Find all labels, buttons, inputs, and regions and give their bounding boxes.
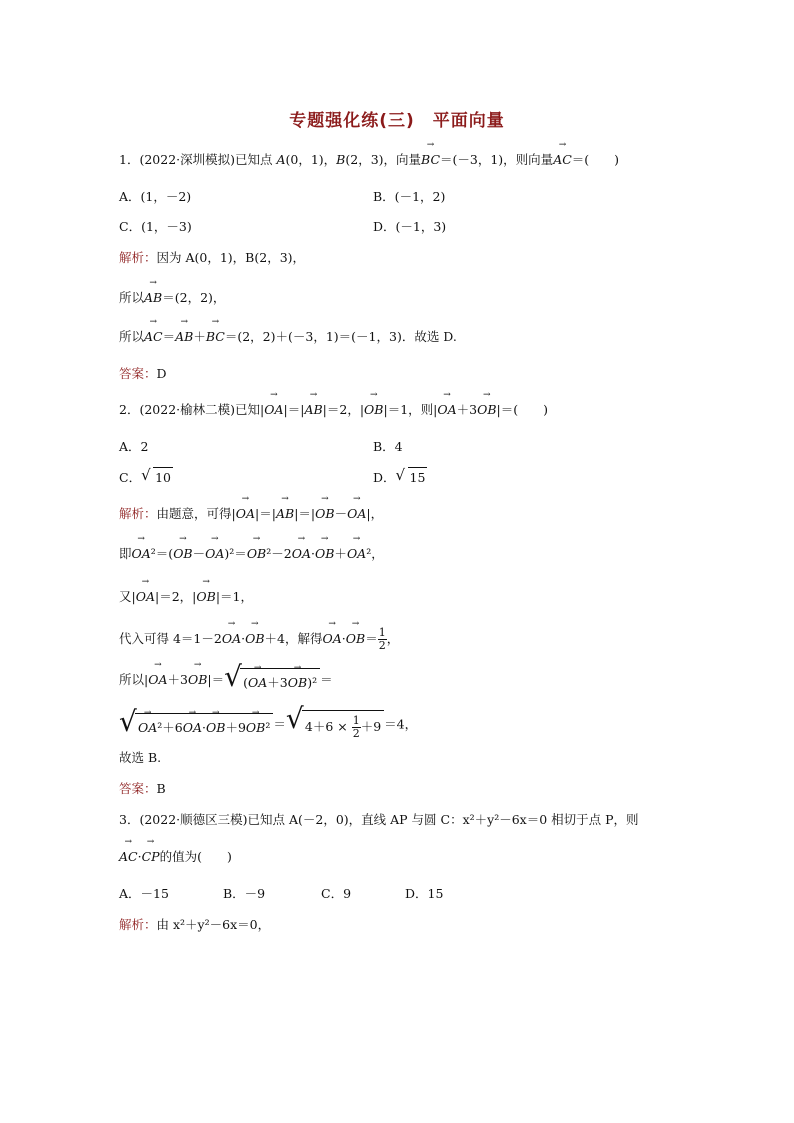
question-1-answer: 答案：D [119,366,167,381]
question-1-options-row2 [119,217,447,237]
question-3-stem-line1: 3．(2022·顺德区三模)已知点 A(－2，0)，直线 AP 与圆 C：x²＋y²－6x＝0 相切于点 P，则 [119,812,639,827]
option-b: B．－9 [223,886,266,901]
option-c: C．(1，－3) [119,219,192,234]
option-a: A．－15 [119,886,169,901]
question-1-solution-line1: 解析：因为 A(0，1)，B(2，3)， [119,250,306,265]
question-2-solution-line5: 所以|→ OA＋3→ OB|＝√ (→ OA＋3→ OB)² ＝ [119,668,333,693]
question-2-stem: 2．(2022·榆林二模)已知|→ OA|＝|→ AB|＝2，|→ OB|＝1，则|→ OA＋3→ OB|＝( ) [119,400,548,420]
option-d: D．(－1，3) [373,219,447,234]
question-1-stem: 1．(2022·深圳模拟)已知点 A(0，1)，B(2，3)，向量→ BC＝(－3，1)，则向量→ AC＝( ) [119,150,619,170]
question-2-options-row2 [119,467,426,488]
option-c: C．√ 10 [119,470,173,485]
question-2-solution-line7: 故选 B. [119,750,162,765]
option-d: D．√ 15 [373,467,427,488]
option-a: A．(1，－2) [119,189,192,204]
question-2-solution-line1: 解析：由题意，可得|→ OA|＝|→ AB|＝|→ OB－→ OA|， [119,504,383,524]
question-1-solution-line2: 所以→ AB＝(2，2)， [119,288,225,308]
option-b: B．(－1，2) [373,189,446,204]
question-1-options-row1 [119,187,446,207]
option-a: A．2 [119,439,149,454]
question-3-solution-line1: 解析：由 x²＋y²－6x＝0， [119,917,271,932]
question-2-solution-line2: 即→ OA²＝(→ OB－→ OA)²＝→ OB²－2→ OA·→ OB＋→ OA²， [119,544,384,564]
question-2-solution-line3: 又|→ OA|＝2，|→ OB|＝1， [119,587,253,607]
question-3-stem-line2: → AC·→ CP的值为( ) [119,847,232,867]
question-3-options [119,884,444,904]
question-2-solution-line6: √ → OA²＋6→ OA·→ OB＋9→ OB² ＝√ 4＋6 × $\frac{1}{2}$ ＋9 ＝4， [119,710,417,740]
question-1-solution-line3: 所以→ AC＝→ AB＋→ BC＝(2，2)＋(－3，1)＝(－1，3)．故选 D. [119,327,457,347]
option-c: C．9 [321,886,352,901]
question-2-options-row1 [119,437,403,457]
page-title: 专题强化练(三) 平面向量 [289,111,505,131]
option-d: D．15 [405,886,444,901]
question-2-solution-line4: 代入可得 4＝1－2→ OA·→ OB＋4，解得→ OA·→ OB＝ $\frac{1}{2}$ ， [119,627,399,652]
question-2-answer: 答案：B [119,781,166,796]
option-b: B．4 [373,439,403,454]
